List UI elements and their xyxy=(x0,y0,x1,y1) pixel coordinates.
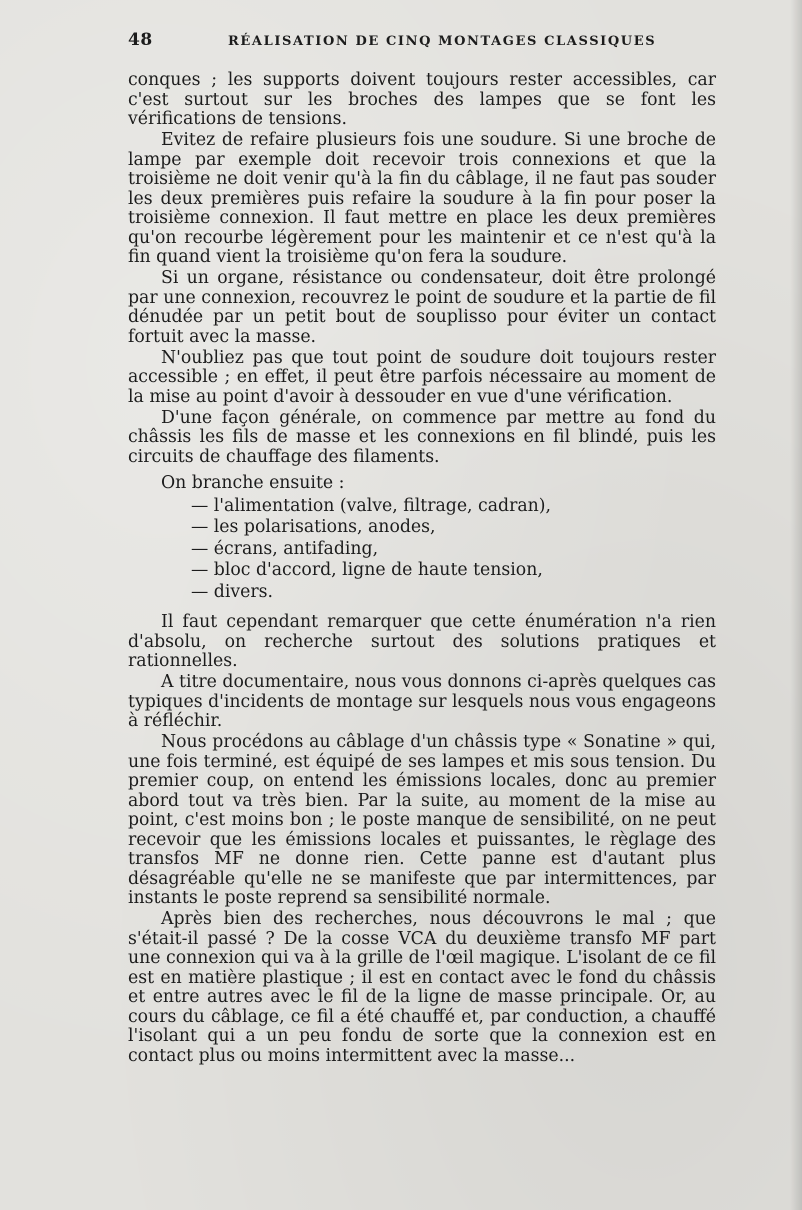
paragraph: Nous procédons au câblage d'un châssis type « Sonatine » qui, une fois terminé, est équipé de ses lampes et mis sous tension. Du premier coup, on entend les émissions locales, donc au premier abord tout va très bien. Par la suite, au moment de la mise au point, c'est moins bon ; le poste manque de sensibilité, on ne peut recevoir que les émissions locales et puissantes, le règlage des transfos MF ne donne rien. Cette panne est d'autant plus désagréable qu'elle ne se manifeste que par intermittences, par instants le poste reprend sa sensibilité normale. xyxy=(128,732,716,909)
running-title: RÉALISATION DE CINQ MONTAGES CLASSIQUES xyxy=(228,34,657,49)
list-item: — écrans, antifading, xyxy=(191,538,379,559)
paragraph: Après bien des recherches, nous découvrons le mal ; que s'était-il passé ? De la cosse VCA du deuxième transfo MF part une connexion qui va à la grille de l'œil magique. L'isolant de ce fil est en matière plastique ; il est en contact avec le fond du châssis et entre autres avec le fil de la ligne de masse principale. Or, au cours du câblage, ce fil a été chauffé et, par conduction, a chauffé l'isolant qui a un peu fondu de sorte que la connexion est en contact plus ou moins intermittent avec la masse... xyxy=(128,909,716,1066)
paragraph: Si un organe, résistance ou condensateur, doit être prolongé par une connexion, recouvrez le point de soudure et la partie de fil dénudée par un petit bout de souplisso pour éviter un contact fortuit avec la masse. xyxy=(128,268,716,347)
wiring-order-list xyxy=(191,496,716,604)
paragraph: A titre documentaire, nous vous donnons ci-après quelques cas typiques d'incidents de montage sur lesquels nous vous engageons à réfléchir. xyxy=(128,672,716,732)
list-item: — divers. xyxy=(191,581,273,602)
list-item: — l'alimentation (valve, filtrage, cadran), xyxy=(191,495,552,516)
page-number: 48 xyxy=(128,30,153,50)
paragraph: Evitez de refaire plusieurs fois une soudure. Si une broche de lampe par exemple doit recevoir trois connexions et que la troisième ne doit venir qu'à la fin du câblage, il ne faut pas souder les deux premières puis refaire la soudure à la fin pour poser la troisième connexion. Il faut mettre en place les deux premières qu'on recourbe légèrement pour les maintenir et ce n'est qu'à la fin quand vient la troisième qu'on fera la soudure. xyxy=(128,130,716,267)
paragraph: conques ; les supports doivent toujours rester accessibles, car c'est surtout sur les broches des lampes que se font les vérifications de tensions. xyxy=(128,70,716,129)
paragraph: D'une façon générale, on commence par mettre au fond du châssis les fils de masse et les connexions en fil blindé, puis les circuits de chauffage des filaments. xyxy=(128,407,716,467)
body-text xyxy=(128,71,716,1068)
paragraph: Il faut cependant remarquer que cette énumération n'a rien d'absolu, on recherche surtout des solutions pratiques et rationnelles. xyxy=(128,612,716,672)
page-edge-shadow xyxy=(790,0,802,1210)
paragraph: N'oubliez pas que tout point de soudure doit toujours rester accessible ; en effet, il peut être parfois nécessaire au moment de la mise au point d'avoir à dessouder en vue d'une vérification. xyxy=(128,347,716,407)
list-item: — bloc d'accord, ligne de haute tension, xyxy=(191,560,543,581)
list-intro: On branche ensuite : xyxy=(161,473,345,493)
page-header xyxy=(128,30,728,54)
list-item: — les polarisations, anodes, xyxy=(191,517,436,538)
